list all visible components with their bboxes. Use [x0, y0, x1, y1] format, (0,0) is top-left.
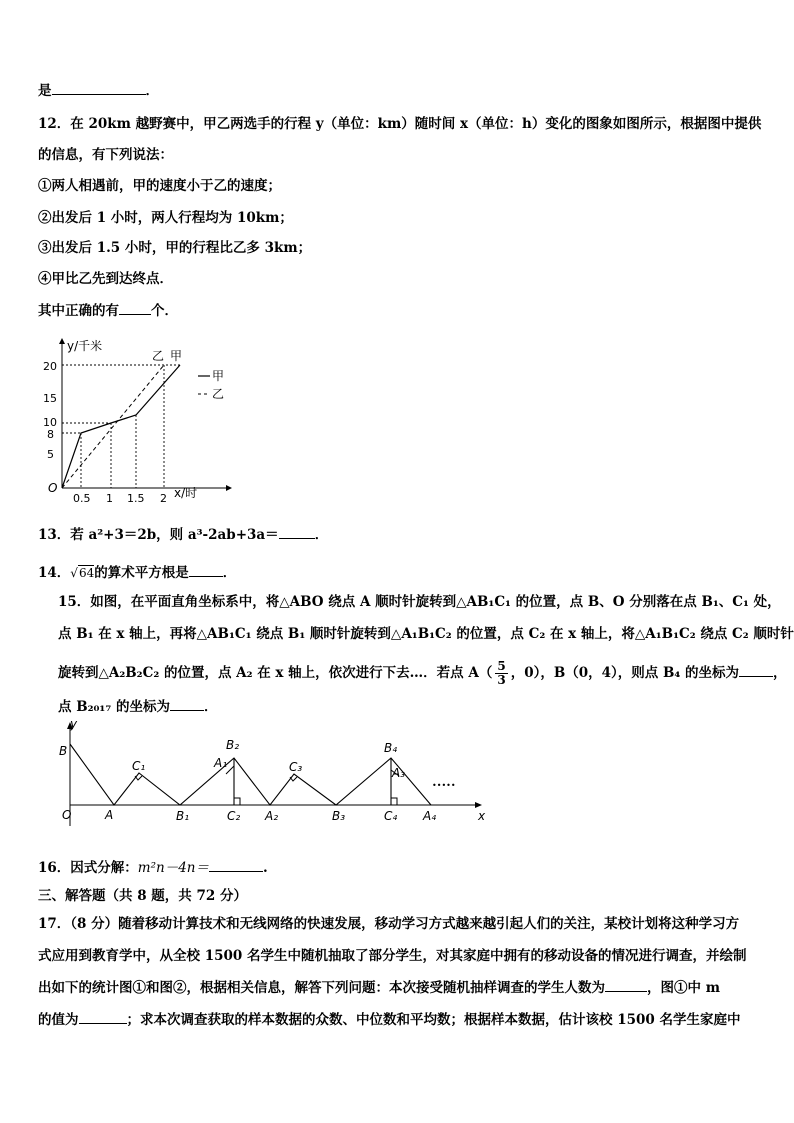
right-angle-c3 — [290, 777, 297, 781]
y-tick-20: 20 — [43, 360, 57, 373]
x-axis-label: x/时 — [174, 486, 198, 500]
origin-label: O — [48, 481, 58, 495]
legend-yi: 乙 — [212, 387, 225, 401]
label-B: B — [59, 744, 68, 758]
right-angle-c4 — [391, 798, 397, 805]
x-axis-arrow-icon — [226, 485, 232, 491]
y-tick-5: 5 — [47, 448, 54, 461]
q12-statement-4: ④甲比乙先到达终点． — [38, 271, 173, 287]
q15-rotation-figure — [56, 718, 496, 830]
q16-expression: m²n－4n＝ — [137, 860, 209, 876]
q15-b2017-blank[interactable] — [170, 696, 204, 711]
q15-frac-den: 3 — [497, 673, 506, 687]
q15-line2: 点 B₁ 在 x 轴上，再将△AB₁C₁ 绕点 B₁ 顺时针旋转到△A₁B₁C₂ 的位置，点 C₂ 在 x 轴上，将△A₁B₁C₂ 绕点 C₂ 顺时针 — [58, 626, 794, 642]
q17-m-blank[interactable] — [79, 1009, 127, 1024]
x-axis-arrow-icon — [475, 802, 482, 808]
q14-sqrt: √64 — [70, 566, 95, 580]
label-yi: 乙 — [152, 349, 165, 363]
q15-fraction — [495, 660, 507, 687]
q12-statement-2: ②出发后 1 小时，两人行程均为 10km； — [38, 210, 293, 226]
q15-b4-blank[interactable] — [739, 662, 773, 677]
q17-line3 — [38, 977, 720, 998]
q12-statement-3: ③出发后 1.5 小时，甲的行程比乙多 3km； — [38, 240, 312, 256]
q15-line3-c: ， — [773, 665, 787, 681]
continuation-dots: ••••• — [432, 781, 456, 790]
label-A: A — [105, 808, 114, 822]
label-A2: A₂ — [265, 809, 279, 823]
q15-line3-a: 旋转到△A₂B₂C₂ 的位置，点 A₂ 在 x 轴上，依次进行下去…．若点 A（ — [58, 665, 493, 681]
y-tick-15: 15 — [43, 392, 57, 405]
q16-text: 16．因式分解： — [38, 860, 138, 876]
prev-answer-suffix: ． — [145, 83, 159, 99]
series-yi-line — [62, 365, 164, 488]
q15-line4-a: 点 B₂₀₁₇ 的坐标为 — [58, 699, 170, 715]
q12-stem-line1: 12．在 20km 越野赛中，甲乙两选手的行程 y（单位：km）随时间 x（单位：h）变化的图象如图所示，根据图中提供 — [38, 116, 762, 132]
q15-frac-num: 5 — [497, 659, 506, 673]
q13-answer-blank[interactable] — [279, 524, 315, 539]
q17-line3-a: 出如下的统计图①和图②，根据相关信息，解答下列问题：本次接受随机抽样调查的学生人数为 — [38, 980, 605, 996]
series-jia-line — [62, 365, 180, 488]
q16-suffix: . — [263, 860, 268, 876]
q17-line4-a: 的值为 — [38, 1012, 79, 1028]
label-A3: A₃ — [392, 766, 406, 780]
q14-text: 的算术平方根是 — [94, 565, 189, 581]
q15-line4 — [58, 696, 217, 717]
q17-line3-b: ，图①中 m — [647, 980, 720, 996]
x-tick-0.5: 0.5 — [73, 492, 91, 504]
prev-answer-prefix: 是 — [38, 83, 52, 99]
q17-line4-b: ；求本次调查获取的样本数据的众数、中位数和平均数；根据样本数据，估计该校 1500 名学生家庭中 — [126, 1012, 741, 1028]
legend-jia: 甲 — [212, 369, 225, 383]
right-angle-c1 — [135, 776, 142, 780]
q14-radicand: 64 — [78, 566, 95, 580]
answer-line-prev — [38, 80, 159, 101]
q12-distance-time-graph — [40, 332, 240, 504]
q17-line2: 式应用到教育学中，从全校 1500 名学生中随机抽取了部分学生，对其家庭中拥有的移动设备的情况进行调查，并绘制 — [38, 948, 747, 964]
q12-answer-blank[interactable] — [119, 300, 151, 315]
label-B3: B₃ — [332, 809, 346, 823]
q15-line3-b: ，0），B（0，4），则点 B₄ 的坐标为 — [510, 665, 740, 681]
q13-text: 13．若 a²+3＝2b，则 a³-2ab+3a＝ — [38, 527, 279, 543]
label-C1: C₁ — [132, 759, 146, 773]
section-3-title: 三、解答题（共 8 题，共 72 分） — [38, 888, 247, 904]
label-B1: B₁ — [176, 809, 190, 823]
label-B4: B₄ — [384, 741, 398, 755]
triangle-chain — [70, 744, 431, 805]
q14-line — [38, 562, 236, 583]
tick-a1 — [226, 766, 234, 774]
label-B2: B₂ — [226, 738, 240, 752]
q14-prefix: 14． — [38, 565, 71, 581]
x-tick-1: 1 — [106, 492, 113, 504]
q16-line — [38, 857, 268, 878]
q15-line1: 15．如图，在平面直角坐标系中，将△ABO 绕点 A 顺时针旋转到△AB₁C₁ 的位置，点 B、O 分别落在点 B₁、C₁ 处， — [58, 594, 781, 610]
label-A1: A₁ — [214, 756, 228, 770]
q14-suffix: ． — [222, 565, 237, 581]
y-axis-label: y/千米 — [67, 339, 103, 353]
q16-answer-blank[interactable] — [209, 857, 263, 872]
x-tick-2: 2 — [160, 492, 167, 504]
y-tick-10: 10 — [43, 416, 57, 429]
label-O: O — [62, 808, 72, 822]
label-jia: 甲 — [170, 349, 183, 363]
q17-line1: 17．（8 分）随着移动计算技术和无线网络的快速发展，移动学习方式越来越引起人们的关注，某校计划将这种学习方 — [38, 916, 740, 932]
q13-suffix: ． — [314, 527, 329, 543]
guide-lines — [62, 365, 180, 488]
label-y: y — [70, 718, 78, 731]
label-x: x — [478, 809, 486, 823]
label-A4: A₄ — [423, 809, 437, 823]
q14-answer-blank[interactable] — [189, 562, 223, 577]
q12-stem-line2: 的信息，有下列说法： — [38, 147, 173, 163]
label-C4: C₄ — [384, 809, 398, 823]
right-angle-c2 — [234, 798, 240, 805]
q15-line3 — [58, 656, 787, 690]
q17-line4 — [38, 1009, 740, 1030]
q17-count-blank[interactable] — [605, 977, 647, 992]
label-C3: C₃ — [289, 760, 303, 774]
prev-answer-blank[interactable] — [52, 80, 146, 95]
q13-line — [38, 524, 328, 545]
y-axis-arrow-icon — [59, 338, 65, 344]
q12-statement-1: ①两人相遇前，甲的速度小于乙的速度； — [38, 178, 281, 194]
q15-line4-b: ． — [203, 699, 218, 715]
x-tick-1.5: 1.5 — [127, 492, 145, 504]
q12-ask-suffix: 个． — [151, 303, 178, 319]
q12-ask — [38, 300, 178, 321]
label-C2: C₂ — [227, 809, 241, 823]
q12-ask-prefix: 其中正确的有 — [38, 303, 119, 319]
y-tick-8: 8 — [47, 428, 54, 441]
